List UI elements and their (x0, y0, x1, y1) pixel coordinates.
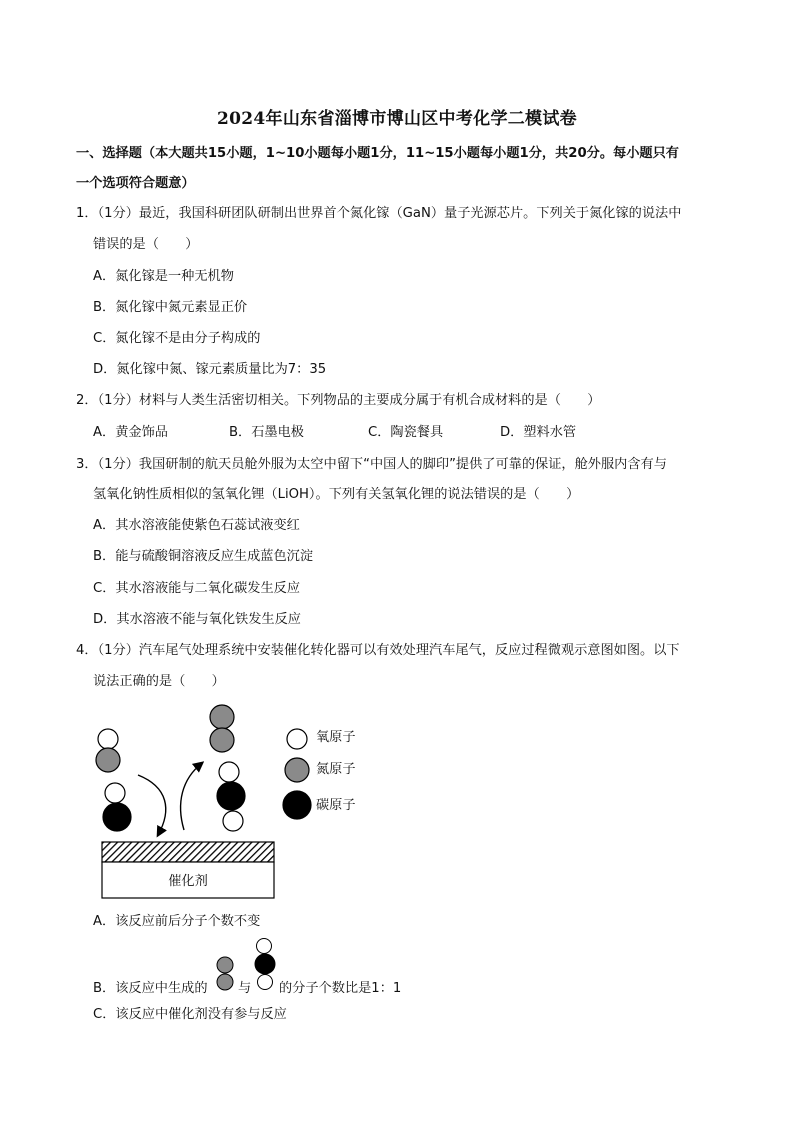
q1-option-a: A．氮化镓是一种无机物 (93, 269, 234, 284)
n-atom (96, 748, 120, 772)
legend-carbon-label: 碳原子 (316, 798, 356, 813)
q4-stem-line-2: 说法正确的是（ ） (93, 674, 225, 689)
arrow-down (138, 775, 166, 835)
o-atom (219, 762, 239, 782)
q4-option-b-suffix: 的分子个数比是1：1 (279, 981, 402, 996)
c-atom (103, 803, 131, 831)
q4-stem-line-1: 4．（1分）汽车尾气处理系统中安装催化转化器可以有效处理汽车尾气，反应过程微观示意图如图。以下 (76, 643, 680, 658)
q4-option-b-mid: 与 (238, 981, 252, 996)
q3-option-a: A．其水溶液能使紫色石蕊试液变红 (93, 518, 300, 533)
q1-option-d: D．氮化镓中氮、镓元素质量比为7：35 (93, 362, 327, 377)
q2-stem: 2．（1分）材料与人类生活密切相关。下列物品的主要成分属于有机合成材料的是（ ） (76, 393, 601, 408)
co2-molecule-icon (252, 936, 278, 994)
n2-molecule-icon (214, 954, 236, 994)
q2-option-b: B．石墨电极 (229, 425, 304, 440)
q1-stem-line-1: 1．（1分）最近，我国科研团队研制出世界首个氮化镓（GaN）量子光源芯片。下列关于氮化镓的说法中 (76, 206, 682, 221)
q4-option-a: A．该反应前后分子个数不变 (93, 914, 261, 929)
legend-nitrogen-label: 氮原子 (316, 762, 356, 777)
legend-oxygen-label: 氧原子 (316, 730, 356, 745)
o-atom (223, 811, 243, 831)
catalyst-hatched-surface (102, 842, 274, 862)
q3-option-b: B．能与硫酸铜溶液反应生成蓝色沉淀 (93, 549, 314, 564)
c-atom (217, 782, 245, 810)
page-title: 2024年山东省淄博市博山区中考化学二模试卷 (217, 109, 577, 129)
q4-option-b-prefix: B．该反应中生成的 (93, 981, 208, 996)
n-atom (210, 705, 234, 729)
q3-option-c: C．其水溶液能与二氧化碳发生反应 (93, 581, 301, 596)
q1-option-c: C．氮化镓不是由分子构成的 (93, 331, 261, 346)
o-atom (98, 729, 118, 749)
q1-stem-line-2: 错误的是（ ） (93, 237, 199, 252)
o-atom (105, 783, 125, 803)
arrow-up (181, 763, 202, 830)
q2-option-c: C．陶瓷餐具 (368, 425, 444, 440)
q1-option-b: B．氮化镓中氮元素显正价 (93, 300, 248, 315)
q2-option-d: D．塑料水管 (500, 425, 577, 440)
legend-nitrogen-icon (285, 758, 309, 782)
section-heading-line-2: 一个选项符合题意） (76, 176, 195, 191)
q3-option-d: D．其水溶液不能与氧化铁发生反应 (93, 612, 301, 627)
n-atom (210, 728, 234, 752)
legend-oxygen-icon (287, 729, 307, 749)
q4-option-c: C．该反应中催化剂没有参与反应 (93, 1007, 287, 1022)
legend-carbon-icon (283, 791, 311, 819)
catalyst-label: 催化剂 (168, 874, 208, 889)
q3-stem-line-2: 氢氧化钠性质相似的氢氧化锂（LiOH）。下列有关氢氧化锂的说法错误的是（ ） (93, 487, 580, 502)
q3-stem-line-1: 3．（1分）我国研制的航天员舱外服为太空中留下“中国人的脚印”提供了可靠的保证，舱外服内含有与 (76, 457, 667, 472)
q2-option-a: A．黄金饰品 (93, 425, 168, 440)
section-heading-line-1: 一、选择题（本大题共15小题，1~10小题每小题1分，11~15小题每小题1分，共20分。每小题只有 (76, 146, 679, 161)
